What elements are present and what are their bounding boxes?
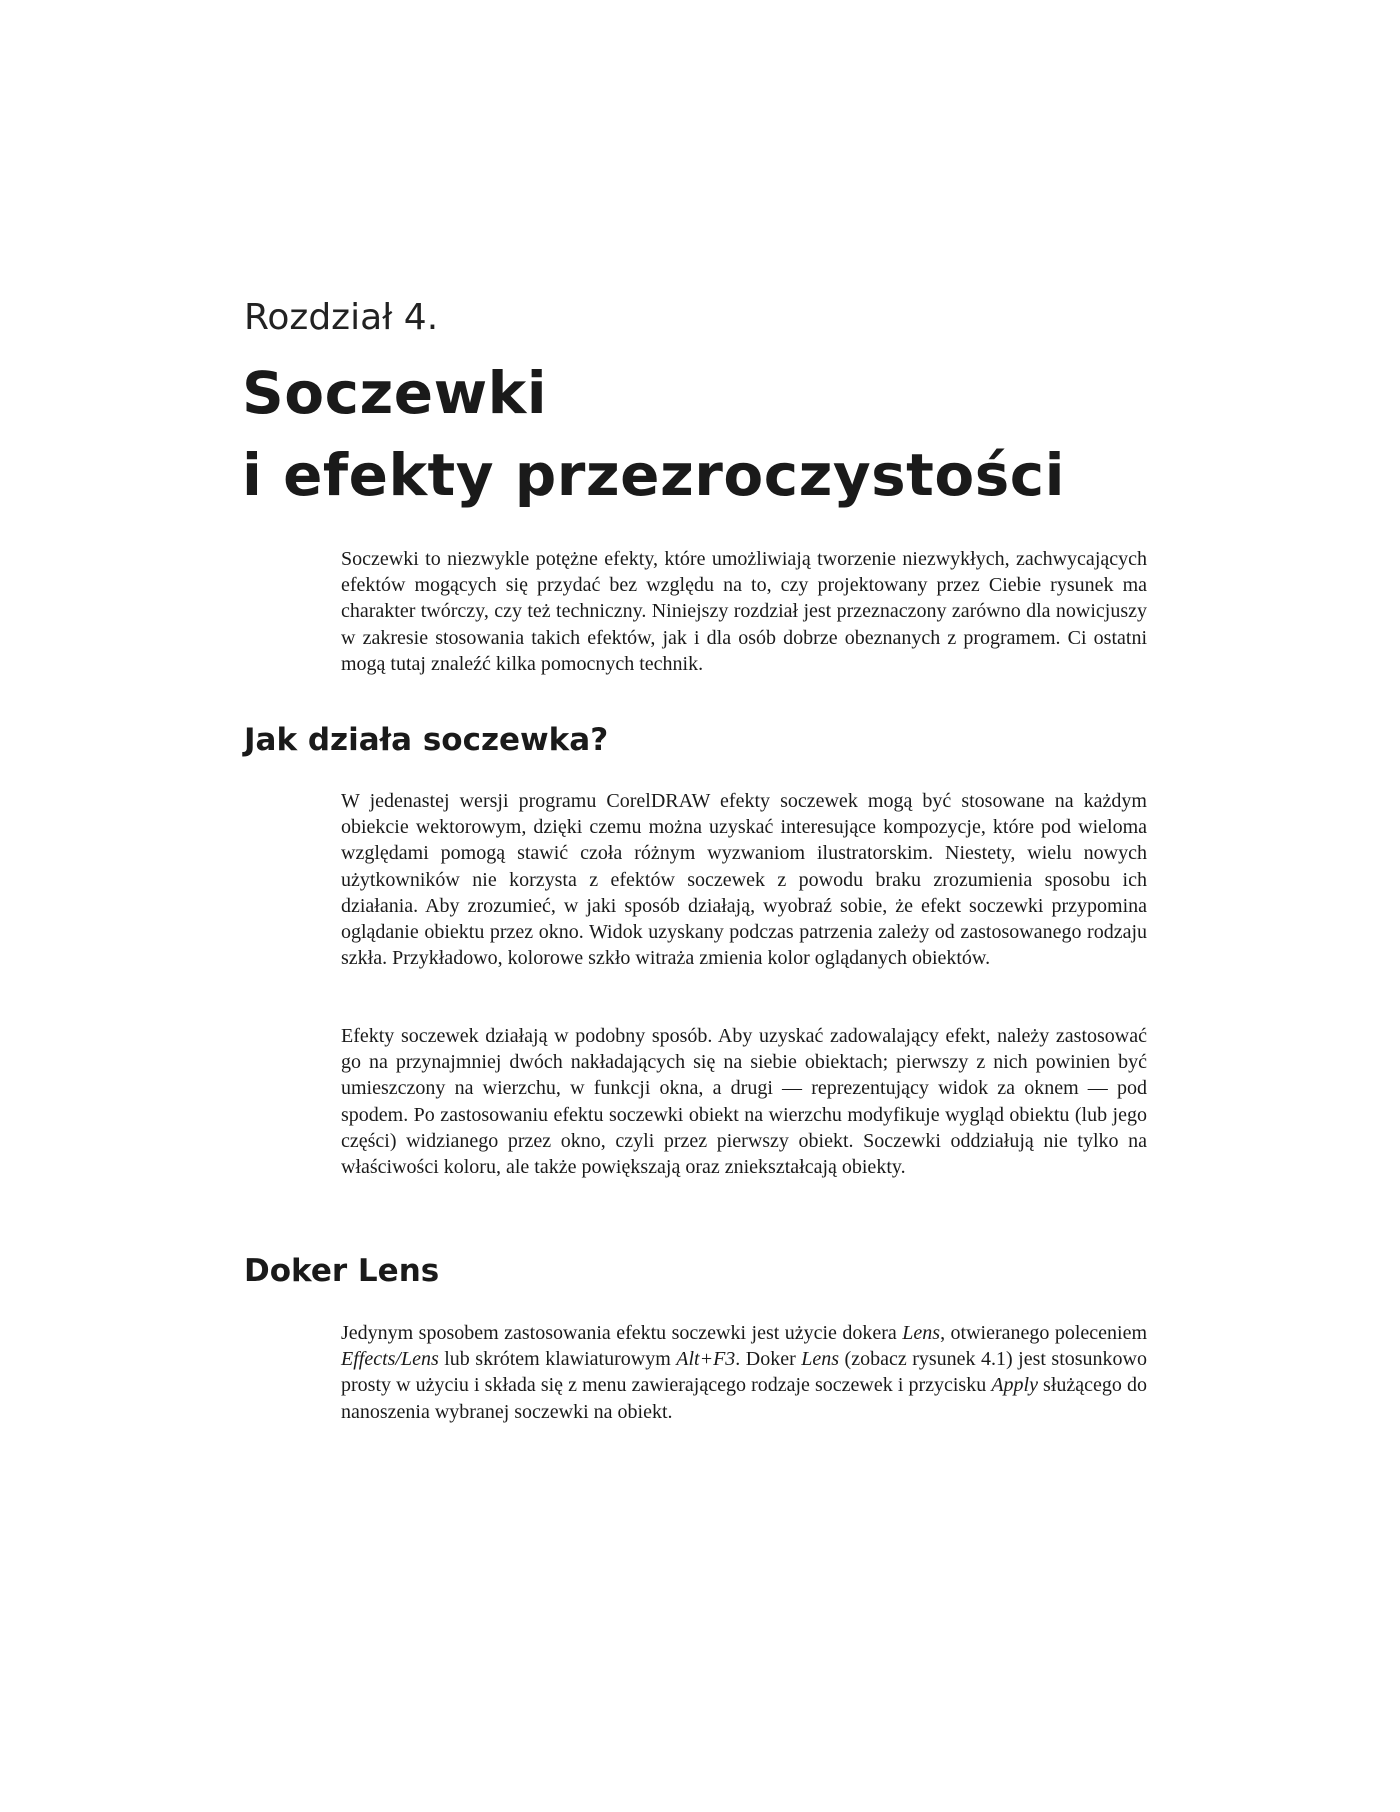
text-run: służącego do nanoszenia wybranej soczewki na obiekt. (341, 1374, 1147, 1423)
text-run: , otwieranego poleceniem (940, 1322, 1148, 1344)
chapter-label: Rozdział 4. (244, 297, 439, 338)
chapter-title-line-2: i efekty przezroczystości (242, 441, 1066, 509)
section1-paragraph-1: W jedenastej wersji programu CorelDRAW efekty soczewek mogą być stosowane na każdym obiekcie wektorowym, dzięki czemu można uzyskać interesujące kompozycje, które pod wieloma względami pomogą stawić czoła różnym wyzwaniom ilustratorskim. Niestety, wielu nowych użytkowników nie korzysta z efektów soczewek z powodu braku zrozumienia sposobu ich działania. Aby zrozumieć, w jaki sposób działają, wyobraź sobie, że efekt soczewki przypomina oglądanie obiektu przez okno. Widok uzyskany podczas patrzenia zależy od zastosowanego rodzaju szkła. Przykładowo, kolorowe szkło witraża zmienia kolor oglądanych obiektów. (341, 790, 1147, 970)
section1-paragraph-2: Efekty soczewek działają w podobny sposób. Aby uzyskać zadowalający efekt, należy zastosować go na przynajmniej dwóch nakładających się na siebie obiektach; pierwszy z nich powinien być umieszczony na wierzchu, w funkcji okna, a drugi — reprezentujący widok za oknem — pod spodem. Po zastosowaniu efektu soczewki obiekt na wierzchu modyfikuje wygląd obiektu (lub jego części) widzianego przez okno, czyli przez pierwszy obiekt. Soczewki oddziałują nie tylko na właściwości koloru, ale także powiększają oraz zniekształcają obiekty. (341, 1025, 1147, 1179)
section2-paragraph-1 (341, 1320, 1147, 1425)
chapter-title (242, 352, 1065, 516)
text-run: Jedynym sposobem zastosowania efektu soczewki jest użycie dokera (341, 1322, 903, 1344)
italic-term-lens: Lens (801, 1348, 840, 1371)
italic-menu-path: Effects/Lens (341, 1348, 439, 1371)
text-run: (zobacz rysunek 4.1) jest stosunkowo prosty w użyciu i składa się z menu zawierającego rodzaje soczewek i przycisku (341, 1348, 1147, 1397)
intro-paragraph: Soczewki to niezwykle potężne efekty, które umożliwiają tworzenie niezwykłych, zachwycających efektów mogących się przydać bez względu na to, czy projektowany przez Ciebie rysunek ma charakter twórczy, czy też techniczny. Niniejszy rozdział jest przeznaczony zarówno dla nowicjuszy w zakresie stosowania takich efektów, jak i dla osób dobrze obeznanych z programem. Ci ostatni mogą tutaj znaleźć kilka pomocnych technik. (341, 548, 1147, 675)
text-run: . Doker (735, 1348, 802, 1371)
chapter-title-line-1: Soczewki (242, 359, 548, 427)
text-run: lub skrótem klawiaturowym (438, 1348, 677, 1371)
section-heading-doker-lens: Doker Lens (244, 1253, 440, 1289)
italic-term-lens: Lens (902, 1322, 941, 1344)
italic-term-apply: Apply (991, 1374, 1038, 1397)
italic-shortcut: Alt+F3 (676, 1348, 736, 1371)
section-heading-lens-how: Jak działa soczewka? (244, 722, 609, 758)
